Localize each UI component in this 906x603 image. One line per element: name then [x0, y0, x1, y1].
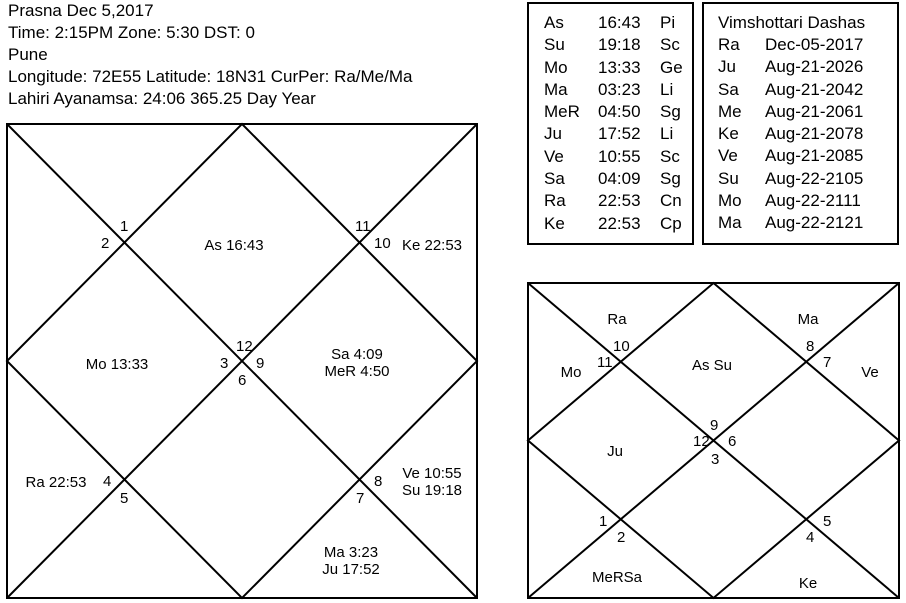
navamsa-sign-number: 7: [823, 354, 832, 371]
planet-row-col-0: Su: [544, 35, 565, 55]
planet-row-col-1: 16:43: [598, 13, 641, 32]
planet-row-col-1: 13:33: [598, 57, 641, 77]
navamsa-ve-text: Ve: [861, 364, 879, 381]
rasi-sign-number: 5: [120, 490, 129, 507]
planet-row-col-1: 10:55: [598, 146, 641, 166]
house-5-text: Ra 22:53: [25, 474, 87, 491]
house-7-text: Ju 17:52: [322, 561, 380, 578]
planet-row-col-0: Ra: [544, 191, 566, 211]
planet-row-col-2: Sg: [660, 169, 681, 189]
dasha-row-col-0: Ke: [718, 124, 739, 144]
rasi-sign-number: 8: [374, 473, 383, 490]
header-line-2: Time: 2:15PM Zone: 5:30 DST: 0: [8, 23, 255, 42]
rasi-sign-number: 4: [103, 473, 112, 490]
planet-row-col-1: 22:53: [598, 213, 641, 233]
navamsa-sign-number: 6: [728, 433, 737, 450]
house-9-text: Su 19:18: [401, 482, 463, 499]
rasi-sign-number: 3: [220, 355, 229, 372]
rasi-sign-number: 6: [238, 372, 247, 389]
planet-row-col-2: Li: [660, 124, 674, 144]
rasi-sign-number: 7: [356, 490, 365, 507]
planet-row-col-2: Li: [660, 79, 674, 99]
header-line-1: Prasna Dec 5,2017: [8, 1, 154, 20]
dasha-row-col-0: Sa: [718, 79, 739, 99]
rasi-sign-number: 1: [120, 218, 129, 235]
dasha-row-col-0: Me: [718, 101, 742, 121]
navamsa-sign-number: 1: [599, 513, 608, 530]
house-9-text: Ve 10:55: [402, 465, 462, 482]
planet-row-col-2: Sg: [660, 102, 681, 122]
planet-row-col-0: Mo: [544, 57, 568, 77]
dasha-row-col-1: Dec-05-2017: [765, 35, 864, 54]
house-7-text: Ma 3:23: [323, 544, 379, 561]
dasha-row-col-1: Aug-22-2111: [765, 191, 861, 211]
dasha-row-col-1: Aug-22-2105: [765, 168, 864, 188]
navamsa-sign-number: 8: [806, 338, 815, 355]
navamsa-sign-number: 3: [711, 451, 720, 468]
house-4-text: Mo 13:33: [85, 356, 149, 373]
planet-row-col-1: 17:52: [598, 124, 641, 144]
header-line-4: Longitude: 72E55 Latitude: 18N31 CurPer: Ra/Me/Ma: [8, 67, 413, 86]
rasi-sign-number: 11: [355, 218, 371, 235]
house-1-text: As 16:43: [204, 237, 264, 254]
planet-row-col-0: Ma: [544, 79, 568, 99]
dasha-row-col-1: Aug-21-2042: [765, 79, 864, 99]
planet-row-col-2: Cp: [660, 213, 682, 233]
planet-row-col-0: Sa: [544, 169, 565, 189]
planet-row-col-2: Cn: [660, 191, 682, 211]
navamsa-sign-number: 4: [806, 529, 815, 546]
planet-row-col-0: Ju: [544, 124, 562, 144]
dasha-row-col-0: Ju: [718, 57, 736, 77]
navamsa-mo-text: Mo: [560, 364, 582, 381]
dasha-row-col-1: Aug-21-2061: [765, 101, 864, 121]
dasha-row-col-0: Ma: [718, 213, 742, 233]
navamsa-sign-number: 11: [597, 354, 613, 371]
navamsa-ma-text: Ma: [797, 311, 819, 328]
dasha-row-col-1: Aug-21-2026: [765, 57, 864, 77]
navamsa-as-su-text: As Su: [691, 357, 733, 374]
planet-row-col-2: Sc: [660, 35, 680, 55]
header-line-5: Lahiri Ayanamsa: 24:06 365.25 Day Year: [8, 89, 316, 108]
navamsa-sign-number: 12: [693, 433, 710, 450]
navamsa-ke-text: Ke: [798, 575, 818, 592]
planet-row-col-0: Ke: [544, 213, 565, 233]
planet-row-col-2: Sc: [660, 146, 680, 166]
rasi-sign-number: 10: [374, 235, 391, 252]
planet-row-col-1: 04:50: [598, 102, 641, 122]
dasha-row-col-0: Ra: [718, 35, 740, 54]
dasha-title: Vimshottari Dashas: [718, 13, 866, 32]
planet-row-col-2: Ge: [660, 57, 683, 77]
header-line-3: Pune: [8, 45, 48, 64]
navamsa-mersa-text: MeRSa: [591, 569, 643, 586]
rasi-sign-number: 2: [101, 235, 110, 252]
planet-row-col-0: Ve: [544, 146, 564, 166]
planet-row-col-0: As: [544, 13, 564, 32]
planet-row-col-2: Pi: [660, 13, 676, 32]
house-2-text: Ke 22:53: [401, 237, 463, 254]
rasi-sign-number: 12: [236, 338, 253, 355]
house-10-text: Sa 4:09: [331, 346, 383, 363]
navamsa-sign-number: 5: [823, 513, 832, 530]
dasha-row-col-0: Ve: [718, 146, 738, 166]
planet-row-col-0: MeR: [544, 102, 580, 122]
planet-row-col-1: 22:53: [598, 191, 641, 211]
dasha-row-col-1: Aug-22-2121: [765, 213, 864, 233]
planet-row-col-1: 04:09: [598, 169, 641, 189]
planet-row-col-1: 19:18: [598, 35, 641, 55]
dasha-row-col-1: Aug-21-2085: [765, 146, 864, 166]
dasha-row-col-0: Su: [718, 168, 739, 188]
planet-row-col-1: 03:23: [598, 79, 641, 99]
navamsa-sign-number: 10: [613, 338, 630, 355]
navamsa-chart-grid: [528, 283, 899, 598]
navamsa-ju-text: Ju: [607, 443, 623, 460]
navamsa-ra-text: Ra: [607, 311, 627, 328]
rasi-sign-number: 9: [256, 355, 265, 372]
navamsa-sign-number: 2: [617, 529, 626, 546]
rasi-chart-grid: [7, 124, 477, 598]
dasha-row-col-0: Mo: [718, 191, 742, 211]
navamsa-sign-number: 9: [710, 417, 719, 434]
house-10-text: MeR 4:50: [324, 363, 390, 380]
dasha-row-col-1: Aug-21-2078: [765, 124, 864, 144]
